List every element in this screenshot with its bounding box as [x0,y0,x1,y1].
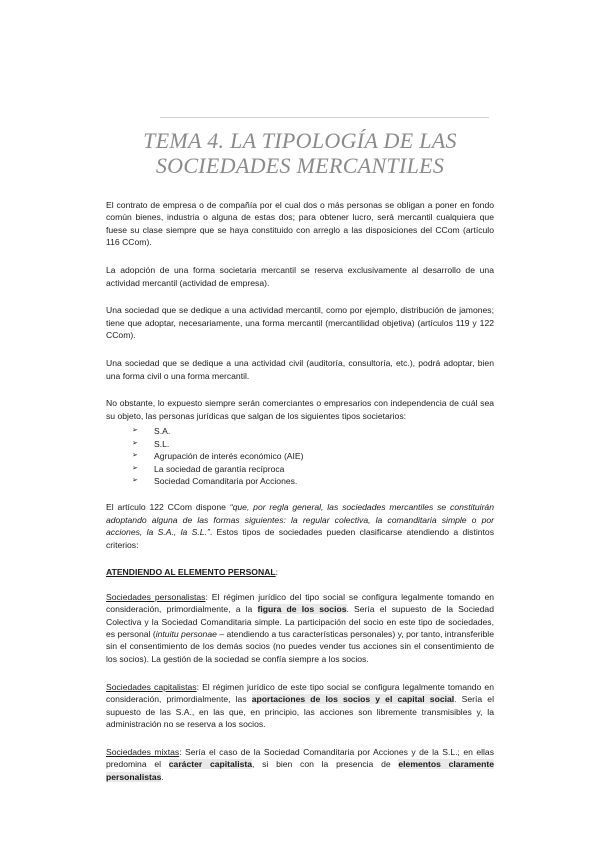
document-body [106,199,494,799]
arrow-bullet-icon: ➢ [132,452,138,460]
arrow-bullet-icon: ➢ [132,476,138,484]
page-title [110,128,490,178]
highlight-aportaciones: aportaciones de los socios y el capital social [251,694,455,705]
company-types-list [106,425,494,487]
section-heading: ATENDIENDO AL ELEMENTO PERSONAL [106,567,276,578]
list-item: ➢ S.A. [132,426,171,437]
paragraph-1: El contrato de empresa o de compañía por el cual dos o más personas se obligan a poner en fondo común bienes, industria o alguna de estas dos; para obtener lucro, será mercantil cualquiera que fuese su clase siempre que se haya constituido con arreglo a las disposiciones del CCom (artículo 116 CCom). [106,200,494,248]
term-capitalistas: Sociedades capitalistas [106,681,197,692]
title-line-2: SOCIEDADES MERCANTILES [155,153,445,178]
personalistas-paragraph: Sociedades personalistas: El régimen jurídico del tipo social se configura legalmente tomando en consideración, primordialmente, a la figura de los socios. Sería el supuesto de la Sociedad Colectiva y la Sociedad Comanditaria simple. La participación del socio en este tipo de sociedades, es personal (intuitu personae – atendiendo a tus características personales) y, por tanto, intransferible sin el consentimiento de los demás socios (no puedes vender tus acciones sin el consentimiento de los socios). La gestión de la sociedad se confía siempre a los socios. [106,591,495,664]
highlight-caracter-capitalista: carácter capitalista [168,759,252,770]
list-item: ➢ Agrupación de interés económico (AIE) [132,451,304,462]
list-item: ➢ S.L. [132,438,170,449]
list-item: ➢ Sociedad Comanditaria por Acciones. [132,475,298,486]
paragraph-5: No obstante, lo expuesto siempre serán comerciantes o empresarios con independencia de cuál sea su objeto, las personas jurídicas que salgan de los siguientes tipos societarios: [106,398,494,421]
arrow-bullet-icon: ➢ [132,427,138,435]
paragraph-6: El artículo 122 CCom dispone “que, por regla general, las sociedades mercantiles se constituirán adoptando alguna de las formas siguientes: la regular colectiva, la comanditaria simple o por acciones, la S.A., la S.L.”. Estos tipos de sociedades pueden clasificarse atendiendo a distintos criterios: [106,502,494,550]
latin-term: intuitu personae [155,629,217,640]
legal-quote: “que, por regla general, las sociedades mercantiles se constituirán adoptando alguna de las formas siguientes: la regular colectiva, la comanditaria simple o por acciones, la S.A., la S.L.” [106,502,494,538]
paragraph-4: Una sociedad que se dedique a una actividad civil (auditoría, consultoría, etc.), podrá adoptar, bien una forma civil o una forma mercantil. [106,358,494,381]
list-item: ➢ La sociedad de garantía recíproca [132,463,285,474]
paragraph-2: La adopción de una forma societaria mercantil se reserva exclusivamente al desarrollo de una actividad mercantil (actividad de empresa). [106,265,494,288]
term-mixtas: Sociedades mixtas [106,746,180,757]
paragraph-3: Una sociedad que se dedique a una actividad mercantil, como por ejemplo, distribución de jamones; tiene que adoptar, necesariamente, una forma mercantil (mercantilidad objetiva) (artículos 119 y 122 CCom). [106,305,494,341]
section-heading-paragraph: ATENDIENDO AL ELEMENTO PERSONAL: [106,567,279,578]
title-line-1: TEMA 4. LA TIPOLOGÍA DE LAS [143,128,457,153]
highlight-elementos-personalistas: elementos claramente personalistas [106,759,495,782]
highlight-figura-socios: figura de los socios [257,604,347,615]
arrow-bullet-icon: ➢ [132,439,138,447]
capitalistas-paragraph: Sociedades capitalistas: El régimen jurídico de este tipo social se configura legalmente tomando en consideración, primordialmente, las aportaciones de los socios y el capital social. Sería el supuesto de las S.A., en las que, en principio, las acciones son libremente transmisibles y, la administración no se reserva a los socios. [106,681,494,729]
top-rule [160,117,489,118]
mixtas-paragraph: Sociedades mixtas: Sería el caso de la Sociedad Comanditaria por Acciones y de la S.L.; en ellas predomina el carácter capitalista, si bien con la presencia de elementos claramente personalistas. [106,746,495,782]
arrow-bullet-icon: ➢ [132,464,138,472]
term-personalistas: Sociedades personalistas [106,591,206,602]
